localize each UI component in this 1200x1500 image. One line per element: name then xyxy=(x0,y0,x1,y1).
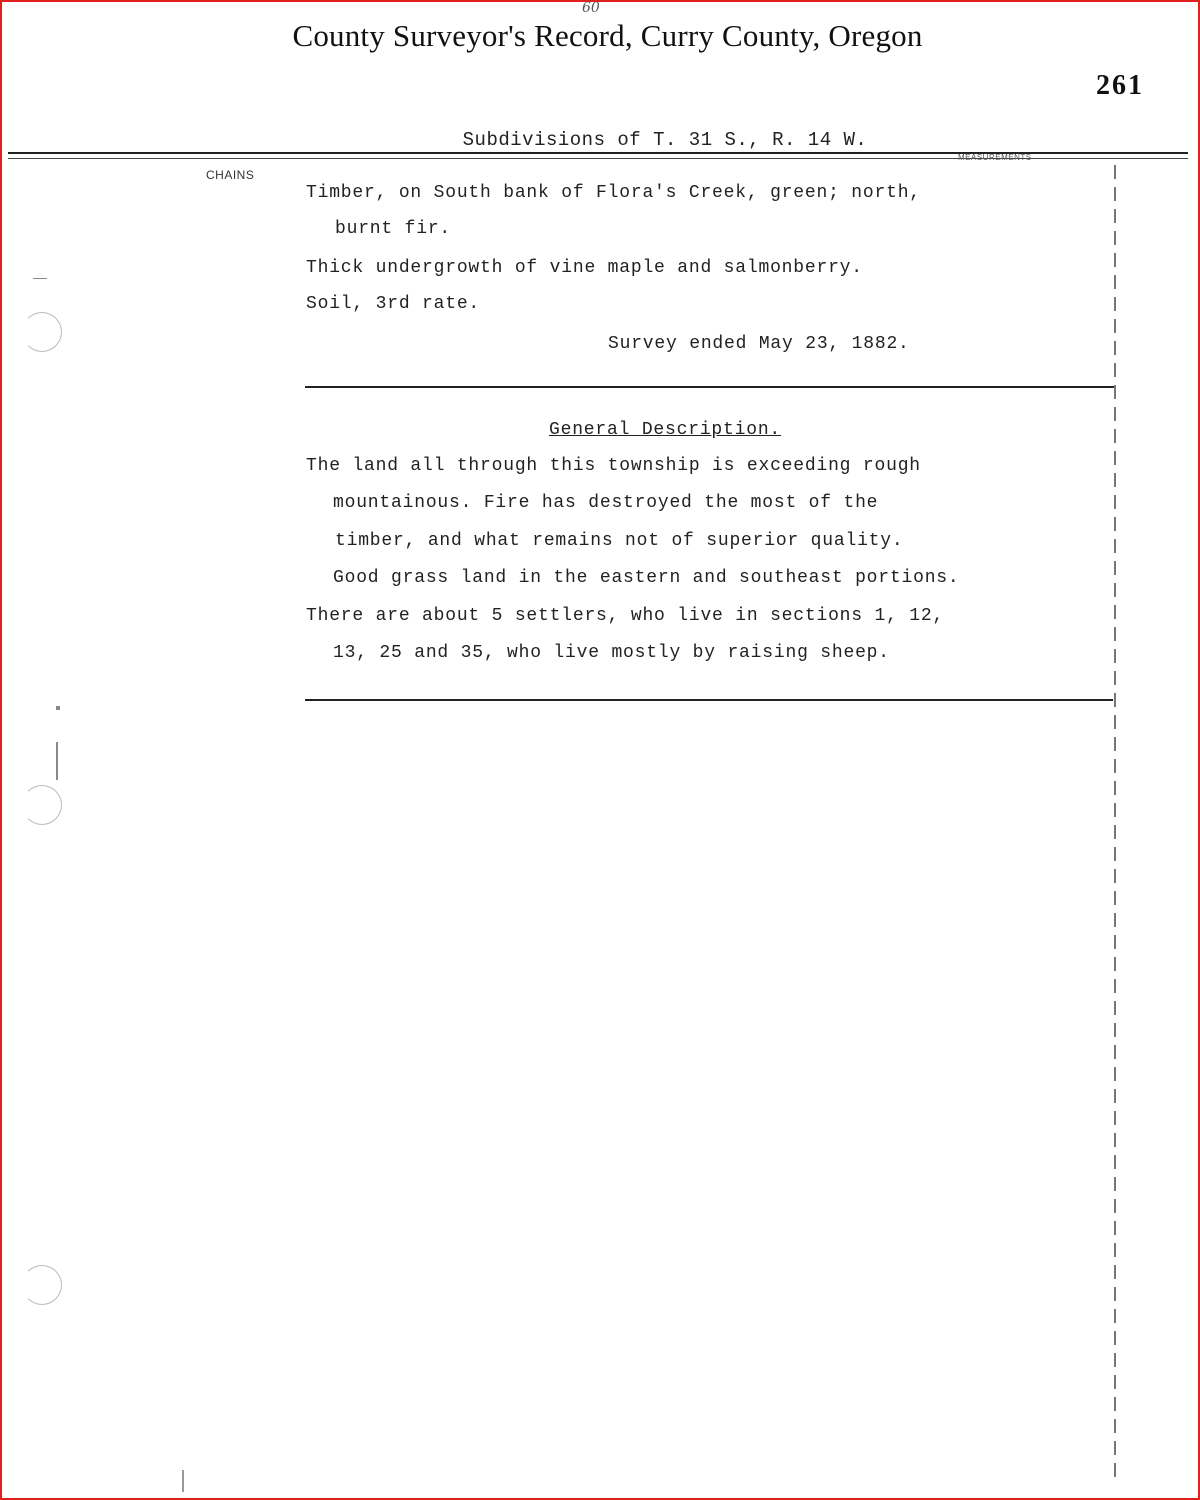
survey-note-line: burnt fir. xyxy=(335,219,452,239)
general-description-heading: General Description. xyxy=(549,420,782,440)
left-margin-mark xyxy=(182,1470,184,1492)
description-line: timber, and what remains not of superior quality. xyxy=(335,531,904,551)
survey-note-line: Timber, on South bank of Flora's Creek, green; north, xyxy=(306,183,921,203)
description-line: There are about 5 settlers, who live in sections 1, 12, xyxy=(306,606,945,626)
pencil-annotation: 60 xyxy=(582,0,600,16)
page-title: County Surveyor's Record, Curry County, Oregon xyxy=(292,18,923,53)
survey-ended-date: Survey ended May 23, 1882. xyxy=(608,334,910,354)
right-margin-line xyxy=(1114,165,1116,1485)
description-line: Good grass land in the eastern and southeast portions. xyxy=(333,568,960,588)
survey-note-line: Soil, 3rd rate. xyxy=(306,294,481,314)
margin-mark xyxy=(33,278,47,279)
description-line: 13, 25 and 35, who live mostly by raising sheep. xyxy=(333,643,890,663)
page-subtitle: Subdivisions of T. 31 S., R. 14 W. xyxy=(462,129,868,151)
description-line: mountainous. Fire has destroyed the most of the xyxy=(333,493,879,513)
section-divider xyxy=(305,386,1115,388)
notes-column-label: MEASUREMENTS xyxy=(958,153,1032,162)
binder-hole xyxy=(22,785,62,825)
section-divider xyxy=(305,699,1113,701)
binder-hole xyxy=(22,1265,62,1305)
chains-column-label: CHAINS xyxy=(206,168,255,182)
survey-note-line: Thick undergrowth of vine maple and salmonberry. xyxy=(306,258,863,278)
page-number: 261 xyxy=(1096,70,1144,101)
binder-hole xyxy=(22,312,62,352)
description-line: The land all through this township is exceeding rough xyxy=(306,456,921,476)
margin-mark xyxy=(56,742,58,780)
margin-speck xyxy=(56,706,60,710)
